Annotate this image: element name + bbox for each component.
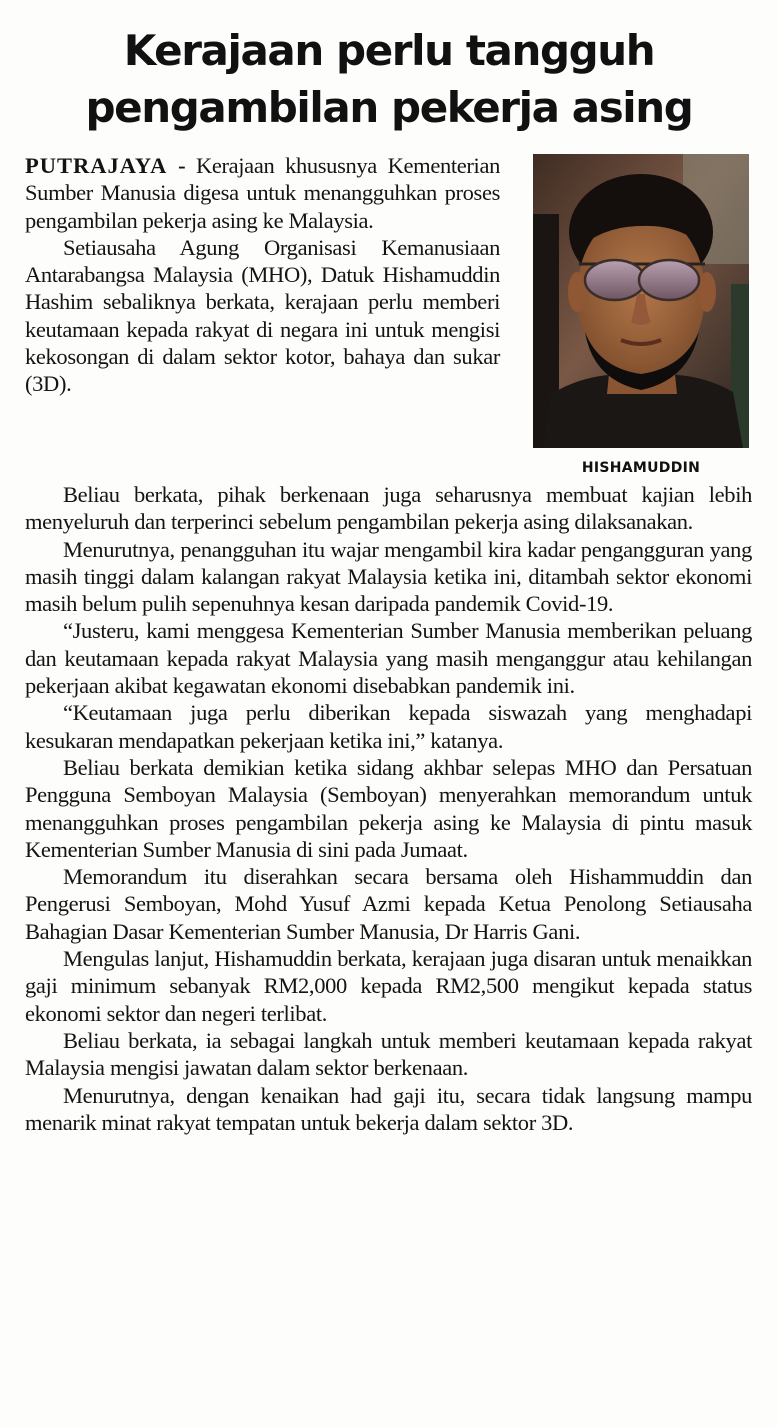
- body-paragraph-6: Memorandum itu diserahkan secara bersama oleh Hishammuddin dan Pengerusi Semboyan, Mohd Yusuf Azmi kepada Ketua Penolong Setiausaha Bahagian Dasar Kementerian Sumber Manusia, Dr Harris Gani.: [25, 864, 752, 944]
- body-paragraph-9: Menurutnya, dengan kenaikan had gaji itu, secara tidak langsung mampu menarik minat rakyat tempatan untuk bekerja dalam sektor 3D.: [25, 1082, 752, 1135]
- headline-line-2: pengambilan pekerja asing: [85, 83, 693, 132]
- lead-paragraph-2: Setiausaha Agung Organisasi Kemanusiaan Antarabangsa Malaysia (MHO), Datuk Hishamuddin Hashim sebaliknya berkata, kerajaan perlu memberi keutamaan kepada rakyat di negara ini untuk mengisi kekosongan di dalam sektor kotor, bahaya dan sukar (3D).: [25, 234, 500, 397]
- headline: [20, 22, 758, 136]
- dateline-dash: -: [167, 153, 196, 178]
- body-paragraph-5: Beliau berkata demikian ketika sidang akhbar selepas MHO dan Persatuan Pengguna Semboyan Malaysia (Semboyan) menyerahkan memorandum untuk menangguhkan proses pengambilan pekerja asing ke Malaysia di pintu masuk Kementerian Sumber Manusia di sini pada Jumaat.: [25, 754, 752, 862]
- headline-line-1: Kerajaan perlu tangguh: [123, 26, 655, 75]
- photo-caption: HISHAMUDDIN: [581, 460, 701, 476]
- body-paragraph-2: Menurutnya, penangguhan itu wajar mengambil kira kadar pengangguran yang masih tinggi dalam kalangan rakyat Malaysia ketika ini, ditambah sektor ekonomi masih belum pulih sepenuhnya kesan daripada pandemik Covid-19.: [25, 536, 752, 617]
- body-paragraph-4: “Keutamaan juga perlu diberikan kepada siswazah yang menghadapi kesukaran mendapatkan pekerjaan ketika ini,” katanya.: [25, 700, 752, 753]
- lead-paragraph-1: [25, 152, 500, 234]
- portrait-photo: [533, 154, 749, 448]
- portrait-image: [533, 154, 749, 448]
- body-paragraph-1: Beliau berkata, pihak berkenaan juga seharusnya membuat kajian lebih menyeluruh dan terperinci sebelum pengambilan pekerja asing dilaksanakan.: [25, 482, 752, 535]
- body-paragraph-7: Mengulas lanjut, Hishamuddin berkata, kerajaan juga disaran untuk menaikkan gaji minimum sebanyak RM2,000 kepada RM2,500 mengikut kepada status ekonomi sektor dan negeri terlibat.: [25, 946, 752, 1026]
- body-paragraph-3: “Justeru, kami menggesa Kementerian Sumber Manusia memberikan peluang dan keutamaan kepada rakyat Malaysia yang masih menganggur atau kehilangan pekerjaan akibat kegawatan ekonomi disebabkan pandemik ini.: [25, 618, 752, 699]
- lead-paragraph-1-text: Kerajaan khususnya Kementerian Sumber Manusia digesa untuk menangguhkan proses pengambilan pekerja asing ke Malaysia.: [25, 153, 500, 233]
- dateline: PUTRAJAYA: [25, 153, 168, 178]
- article-body: [25, 481, 752, 1136]
- body-paragraph-8: Beliau berkata, ia sebagai langkah untuk memberi keutamaan kepada rakyat Malaysia mengisi jawatan dalam sektor berkenaan.: [25, 1027, 752, 1081]
- lead-column: [25, 152, 500, 398]
